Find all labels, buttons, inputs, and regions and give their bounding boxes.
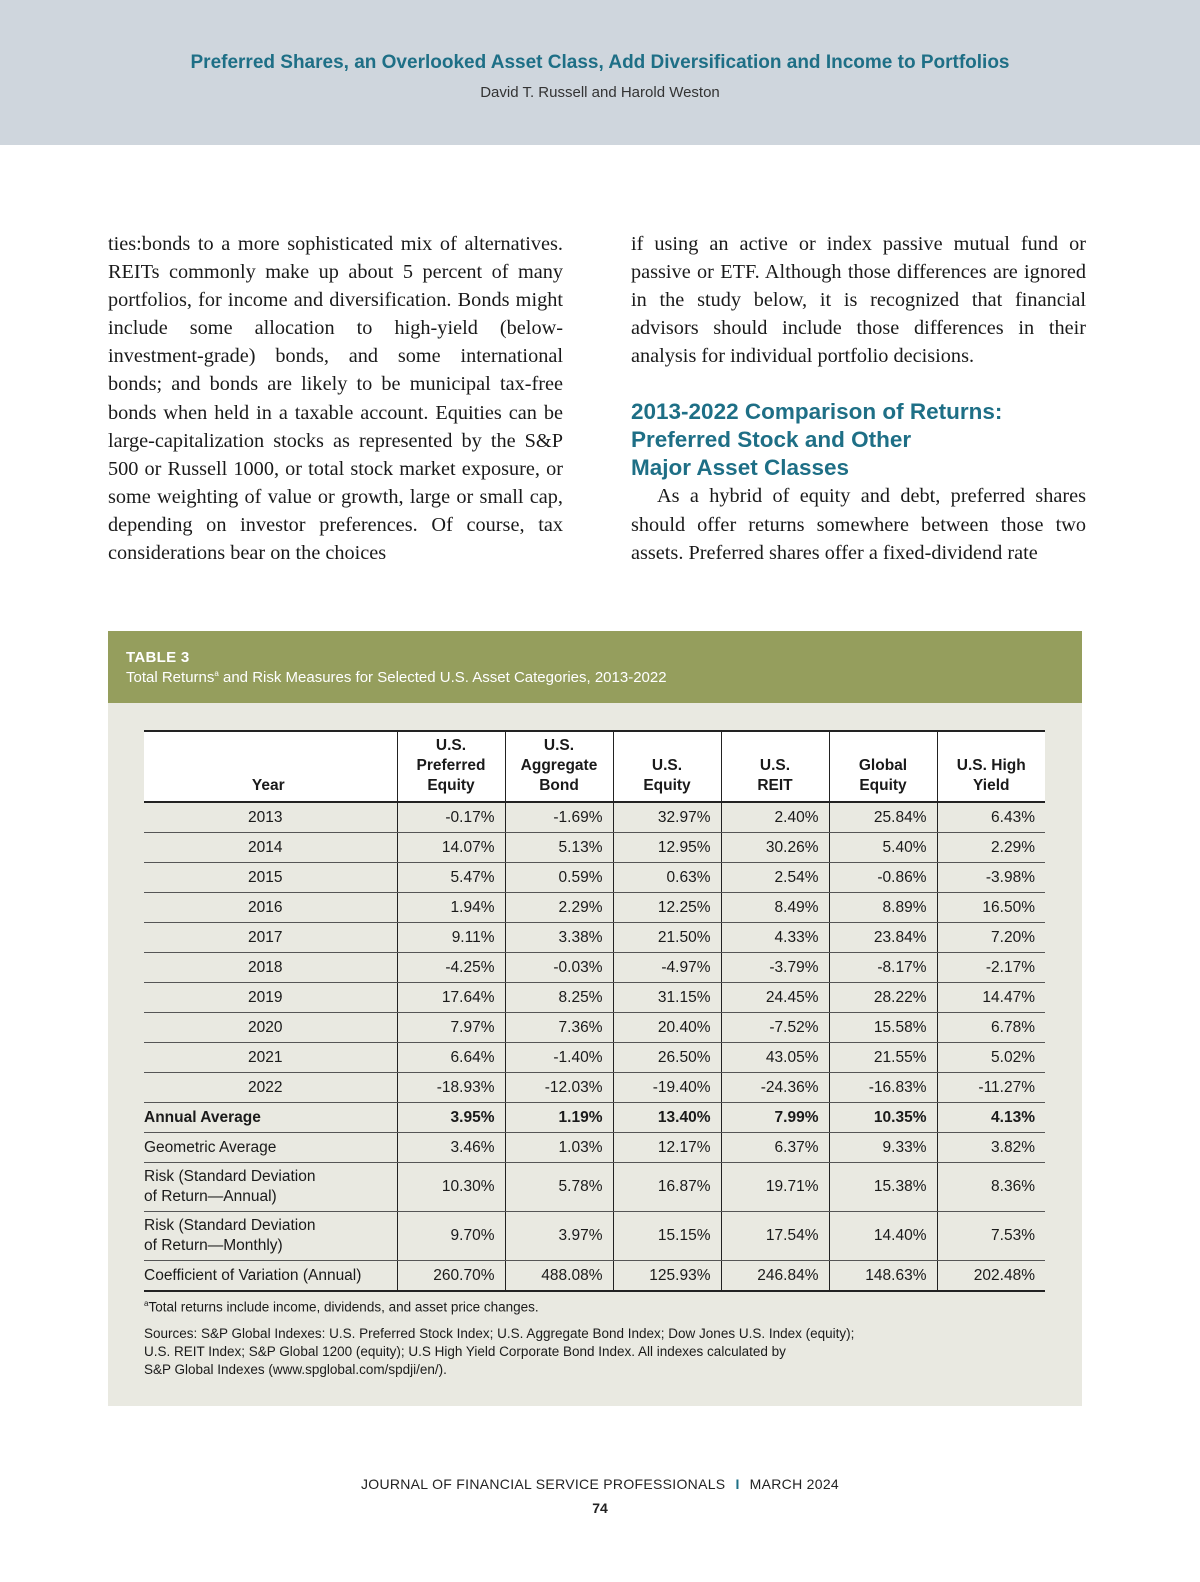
column-header-line: Aggregate — [520, 757, 598, 774]
table-panel — [108, 631, 1082, 1406]
table-cell: 14.47% — [937, 983, 1045, 1013]
row-label-line: of Return—Monthly) — [144, 1237, 283, 1254]
table-cell: 24.45% — [721, 983, 829, 1013]
section-heading-line-1: 2013-2022 Comparison of Returns: — [631, 399, 1003, 425]
table-cell: 17.54% — [721, 1212, 829, 1261]
table-cell: 5.40% — [829, 833, 937, 863]
running-header-title: Preferred Shares, an Overlooked Asset Class, Add Diversification and Income to Portfolios — [190, 52, 1010, 73]
row-label-line: 2021 — [248, 1048, 283, 1066]
table-title-band — [108, 631, 1082, 703]
row-label — [144, 1103, 397, 1133]
table-cell: 3.38% — [505, 923, 613, 953]
table-row — [144, 983, 1045, 1013]
column-header-line: U.S. — [543, 737, 575, 754]
table-caption — [126, 669, 667, 686]
table-cell: 15.15% — [613, 1212, 721, 1261]
body-column-left — [108, 230, 563, 567]
table-cell: 7.53% — [937, 1212, 1045, 1261]
table-cell: 260.70% — [397, 1261, 505, 1292]
table-cell: 7.36% — [505, 1013, 613, 1043]
row-label — [144, 1073, 397, 1103]
table-row — [144, 833, 1045, 863]
table-cell: 125.93% — [613, 1261, 721, 1292]
column-header-line: U.S. — [435, 737, 467, 754]
table-cell: -2.17% — [937, 953, 1045, 983]
row-label-line: 2013 — [248, 808, 283, 826]
table-cell: -16.83% — [829, 1073, 937, 1103]
footer-date: MARCH 2024 — [749, 1476, 840, 1492]
table-cell: 246.84% — [721, 1261, 829, 1292]
running-header — [0, 0, 1200, 145]
returns-table — [144, 730, 1045, 1292]
table-row — [144, 1212, 1045, 1261]
row-label — [144, 1163, 397, 1212]
row-label-line: 2017 — [248, 928, 283, 946]
page-footer — [0, 1476, 1200, 1492]
table-cell: 30.26% — [721, 833, 829, 863]
row-label-line: Risk (Standard Deviation — [144, 1168, 316, 1185]
table-cell: 5.13% — [505, 833, 613, 863]
table-row — [144, 1133, 1045, 1163]
table-cell: 43.05% — [721, 1043, 829, 1073]
section-heading-line-2: Preferred Stock and Other — [631, 427, 912, 453]
table-cell: 25.84% — [829, 802, 937, 833]
table-cell: 12.17% — [613, 1133, 721, 1163]
column-header-line — [618, 736, 717, 756]
row-label-line: 2019 — [248, 988, 283, 1006]
table-footnote — [144, 1299, 539, 1315]
column-header-line: U.S. — [651, 757, 683, 774]
row-label-line: 2016 — [248, 898, 283, 916]
table-cell: -0.86% — [829, 863, 937, 893]
table-cell: 202.48% — [937, 1261, 1045, 1292]
table-cell: -4.97% — [613, 953, 721, 983]
column-header-line: Yield — [973, 777, 1010, 794]
table-cell: -3.98% — [937, 863, 1045, 893]
table-cell: -1.40% — [505, 1043, 613, 1073]
table-cell: -11.27% — [937, 1073, 1045, 1103]
table-cell: -0.03% — [505, 953, 613, 983]
table-cell: 1.94% — [397, 893, 505, 923]
column-header-line: Equity — [859, 777, 907, 794]
table-cell: 15.58% — [829, 1013, 937, 1043]
table-cell: -4.25% — [397, 953, 505, 983]
table-cell: 19.71% — [721, 1163, 829, 1212]
table-cell: 31.15% — [613, 983, 721, 1013]
section-heading — [631, 398, 1086, 482]
table-row — [144, 1043, 1045, 1073]
table-cell: 17.64% — [397, 983, 505, 1013]
table-cell: 5.47% — [397, 863, 505, 893]
row-label-line: 2020 — [248, 1018, 283, 1036]
table-cell: 148.63% — [829, 1261, 937, 1292]
column-header-line — [834, 736, 933, 756]
row-label — [144, 863, 397, 893]
table-cell: 0.63% — [613, 863, 721, 893]
page-number: 74 — [592, 1500, 608, 1516]
table-cell: 4.13% — [937, 1103, 1045, 1133]
table-cell: 14.07% — [397, 833, 505, 863]
table-sources — [144, 1325, 1024, 1379]
table-cell: -19.40% — [613, 1073, 721, 1103]
table-cell: 3.97% — [505, 1212, 613, 1261]
column-header-line: Preferred — [416, 757, 486, 774]
row-label — [144, 833, 397, 863]
column-header — [613, 731, 721, 802]
table-cell: 3.82% — [937, 1133, 1045, 1163]
footer-separator: I — [735, 1476, 740, 1492]
column-header-line: U.S. — [759, 757, 791, 774]
row-label-line: Geometric Average — [144, 1138, 277, 1156]
table-cell: 488.08% — [505, 1261, 613, 1292]
table-cell: 10.35% — [829, 1103, 937, 1133]
table-cell: -8.17% — [829, 953, 937, 983]
table-row — [144, 923, 1045, 953]
table-cell: 4.33% — [721, 923, 829, 953]
column-header-line: U.S. High — [956, 757, 1026, 774]
table-caption-post: and Risk Measures for Selected U.S. Asset Categories, 2013-2022 — [218, 669, 667, 686]
column-header — [505, 731, 613, 802]
table-row — [144, 1013, 1045, 1043]
table-cell: 3.95% — [397, 1103, 505, 1133]
table-caption-sup: a — [214, 669, 219, 678]
table-cell: 2.29% — [505, 893, 613, 923]
row-label — [144, 953, 397, 983]
table-cell: -18.93% — [397, 1073, 505, 1103]
table-cell: -3.79% — [721, 953, 829, 983]
table-row — [144, 863, 1045, 893]
row-label — [144, 802, 397, 833]
row-label-line: 2015 — [248, 868, 283, 886]
row-label — [144, 1261, 397, 1292]
column-header-line: Bond — [539, 777, 579, 794]
table-cell: 0.59% — [505, 863, 613, 893]
table-row — [144, 893, 1045, 923]
table-cell: 20.40% — [613, 1013, 721, 1043]
table-cell: 12.25% — [613, 893, 721, 923]
table-cell: -1.69% — [505, 802, 613, 833]
table-label: TABLE 3 — [126, 649, 190, 666]
table-cell: 2.29% — [937, 833, 1045, 863]
table-cell: 6.43% — [937, 802, 1045, 833]
table-row — [144, 1073, 1045, 1103]
column-header — [397, 731, 505, 802]
column-header-line — [144, 756, 393, 776]
table-row — [144, 1103, 1045, 1133]
section-heading-line-3: Major Asset Classes — [631, 455, 850, 481]
body-column-right — [631, 230, 1086, 567]
table-cell: 9.70% — [397, 1212, 505, 1261]
row-label — [144, 1133, 397, 1163]
row-label — [144, 1212, 397, 1261]
row-label-line: 2014 — [248, 838, 283, 856]
column-header-line — [942, 736, 1042, 756]
table-cell: 12.95% — [613, 833, 721, 863]
table-cell: 26.50% — [613, 1043, 721, 1073]
table-cell: 3.46% — [397, 1133, 505, 1163]
left-paragraph: ties:bonds to a more sophisticated mix of alternatives. REITs commonly make up about 5 percent of many portfolios, for income and diversification. Bonds might include some allocation to high-yield (below-investment-grade) bonds, and some international bonds; and bonds are likely to be municipal tax-free bonds when held in a taxable account. Equities can be large-capitalization stocks as represented by the S&P 500 or Russell 1000, or total stock market exposure, or some weighting of value or growth, large or small cap, depending on investor preferences. Of course, tax considerations bear on the choices — [108, 233, 563, 565]
table-cell: 7.20% — [937, 923, 1045, 953]
row-label — [144, 1043, 397, 1073]
table-cell: 9.33% — [829, 1133, 937, 1163]
footer-journal: JOURNAL OF FINANCIAL SERVICE PROFESSIONALS — [360, 1476, 726, 1492]
column-header-line: Year — [251, 777, 285, 794]
table-cell: 6.37% — [721, 1133, 829, 1163]
table-header-row — [144, 731, 1045, 802]
footnote-sup: a — [144, 1299, 149, 1308]
column-header-year — [144, 731, 397, 802]
column-header-line — [726, 736, 825, 756]
table-cell: 15.38% — [829, 1163, 937, 1212]
column-header-line: Equity — [643, 777, 691, 794]
table-cell: 32.97% — [613, 802, 721, 833]
column-header-line: Global — [858, 757, 908, 774]
table-cell: 21.50% — [613, 923, 721, 953]
table-body — [144, 802, 1045, 1291]
row-label — [144, 983, 397, 1013]
table-cell: -7.52% — [721, 1013, 829, 1043]
column-header-line: REIT — [757, 777, 793, 794]
row-label-line: Risk (Standard Deviation — [144, 1217, 316, 1234]
table-cell: 8.36% — [937, 1163, 1045, 1212]
table-cell: 7.99% — [721, 1103, 829, 1133]
row-label-line: of Return—Annual) — [144, 1188, 277, 1205]
table-cell: 16.50% — [937, 893, 1045, 923]
table-cell: 10.30% — [397, 1163, 505, 1212]
table-cell: 8.49% — [721, 893, 829, 923]
sources-line-3: S&P Global Indexes (www.spglobal.com/spdji/en/). — [144, 1362, 447, 1377]
table-cell: 1.03% — [505, 1133, 613, 1163]
row-label-line: 2022 — [248, 1078, 283, 1096]
table-cell: 23.84% — [829, 923, 937, 953]
footnote-text: Total returns include income, dividends, and asset price changes. — [148, 1299, 539, 1315]
column-header — [937, 731, 1045, 802]
table-cell: 7.97% — [397, 1013, 505, 1043]
row-label — [144, 1013, 397, 1043]
row-label-line: Coefficient of Variation (Annual) — [144, 1266, 362, 1284]
table-cell: -12.03% — [505, 1073, 613, 1103]
row-label — [144, 893, 397, 923]
table-cell: 16.87% — [613, 1163, 721, 1212]
table-cell: 5.02% — [937, 1043, 1045, 1073]
table-cell: 21.55% — [829, 1043, 937, 1073]
table-cell: 6.78% — [937, 1013, 1045, 1043]
table-cell: 14.40% — [829, 1212, 937, 1261]
table-cell: 8.25% — [505, 983, 613, 1013]
table-cell: 13.40% — [613, 1103, 721, 1133]
right-paragraph-1: if using an active or index passive mutual fund or passive or ETF. Although those differences are ignored in the study below, it is recognized that financial advisors should include those differences in their analysis for individual portfolio decisions. — [631, 233, 1086, 368]
table-cell: 6.64% — [397, 1043, 505, 1073]
table-row — [144, 1261, 1045, 1292]
table-cell: -24.36% — [721, 1073, 829, 1103]
running-header-authors: David T. Russell and Harold Weston — [480, 84, 720, 101]
column-header — [829, 731, 937, 802]
right-paragraph-2: As a hybrid of equity and debt, preferred shares should offer returns somewhere between those two assets. Preferred shares offer a fixed-dividend rate — [631, 485, 1086, 564]
table-cell: 2.40% — [721, 802, 829, 833]
row-label-line: Annual Average — [144, 1108, 261, 1126]
table-row — [144, 802, 1045, 833]
table-cell: 8.89% — [829, 893, 937, 923]
table-row — [144, 953, 1045, 983]
table-caption-pre: Total Returns — [126, 669, 215, 686]
column-header — [721, 731, 829, 802]
sources-line-2: U.S. REIT Index; S&P Global 1200 (equity); U.S High Yield Corporate Bond Index. All indexes calculated by — [144, 1344, 786, 1359]
table-cell: 5.78% — [505, 1163, 613, 1212]
table-cell: 2.54% — [721, 863, 829, 893]
column-header-line — [144, 736, 393, 756]
table-cell: 28.22% — [829, 983, 937, 1013]
table-cell: 9.11% — [397, 923, 505, 953]
table-cell: -0.17% — [397, 802, 505, 833]
sources-line-1: Sources: S&P Global Indexes: U.S. Preferred Stock Index; U.S. Aggregate Bond Index; Dow Jones U.S. Index (equity); — [144, 1326, 855, 1341]
table-cell: 1.19% — [505, 1103, 613, 1133]
table-row — [144, 1163, 1045, 1212]
column-header-line: Equity — [427, 777, 475, 794]
row-label — [144, 923, 397, 953]
row-label-line: 2018 — [248, 958, 283, 976]
